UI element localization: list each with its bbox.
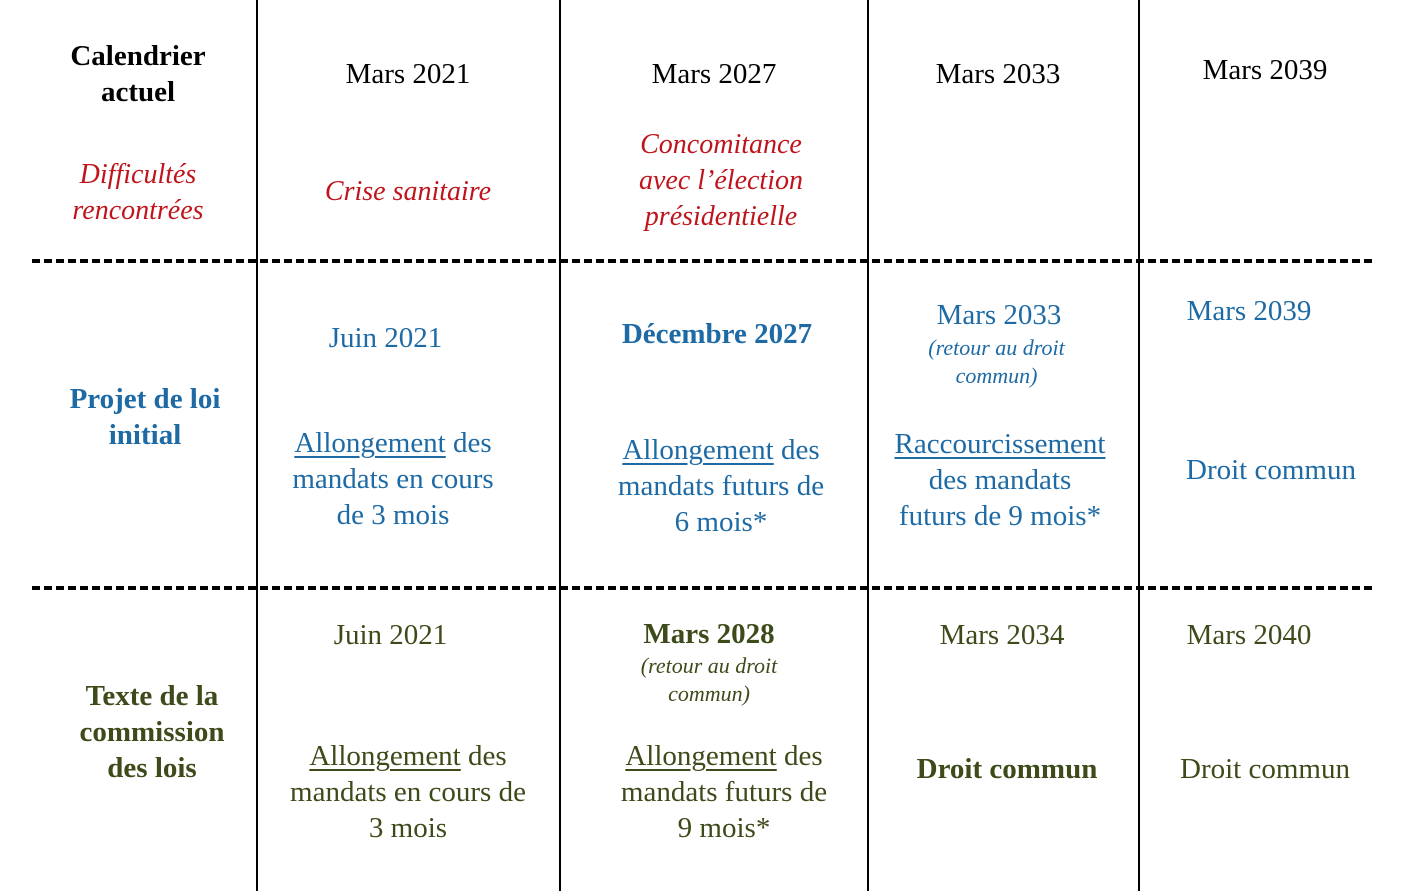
row1-date-4: Mars 2039 <box>1202 54 1328 86</box>
row2-col2-text: Allongement des mandats futurs de 6 mois* <box>617 434 825 538</box>
row2-col3-date: Mars 2033 <box>936 299 1062 331</box>
row2-col3-note: (retour au droit commun) <box>928 335 1065 388</box>
row3-col2-note: (retour au droit commun) <box>640 653 778 706</box>
row3-col2-date: Mars 2028 <box>643 618 775 650</box>
row2-col2-date: Décembre 2027 <box>621 318 813 350</box>
row3-col1-date: Juin 2021 <box>333 619 448 651</box>
row2-header: Projet de loi initial <box>69 383 221 451</box>
row1-date-1: Mars 2021 <box>345 58 471 90</box>
row-divider-2 <box>32 586 1372 590</box>
row2-col1-date: Juin 2021 <box>328 322 443 354</box>
row3-header: Texte de la commission des lois <box>79 680 225 784</box>
row2-col3-text: Raccourcissement des mandats futurs de 9 mois* <box>894 428 1106 532</box>
row3-col2-text: Allongement des mandats futurs de 9 mois* <box>620 740 828 844</box>
row1-date-2: Mars 2027 <box>651 58 777 90</box>
row3-col3-text: Droit commun <box>916 753 1098 785</box>
row2-col4-text: Droit commun <box>1186 454 1356 486</box>
row3-col1-text: Allongement des mandats en cours de 3 mois <box>290 740 526 844</box>
row-divider-1 <box>32 259 1372 263</box>
row3-col4-date: Mars 2040 <box>1186 619 1312 651</box>
row1-issue-2027: Concomitance avec l’élection présidentielle <box>638 129 803 232</box>
row3-col4-text: Droit commun <box>1180 753 1350 785</box>
row1-difficulties-label: Difficultés rencontrées <box>72 159 204 226</box>
row1-issue-2021: Crise sanitaire <box>324 176 492 207</box>
row1-date-3: Mars 2033 <box>935 58 1061 90</box>
row3-col3-date: Mars 2034 <box>939 619 1065 651</box>
row1-header: Calendrier actuel <box>70 40 206 108</box>
row2-col1-text: Allongement des mandats en cours de 3 mois <box>292 427 494 531</box>
row2-col4-date: Mars 2039 <box>1186 295 1312 327</box>
